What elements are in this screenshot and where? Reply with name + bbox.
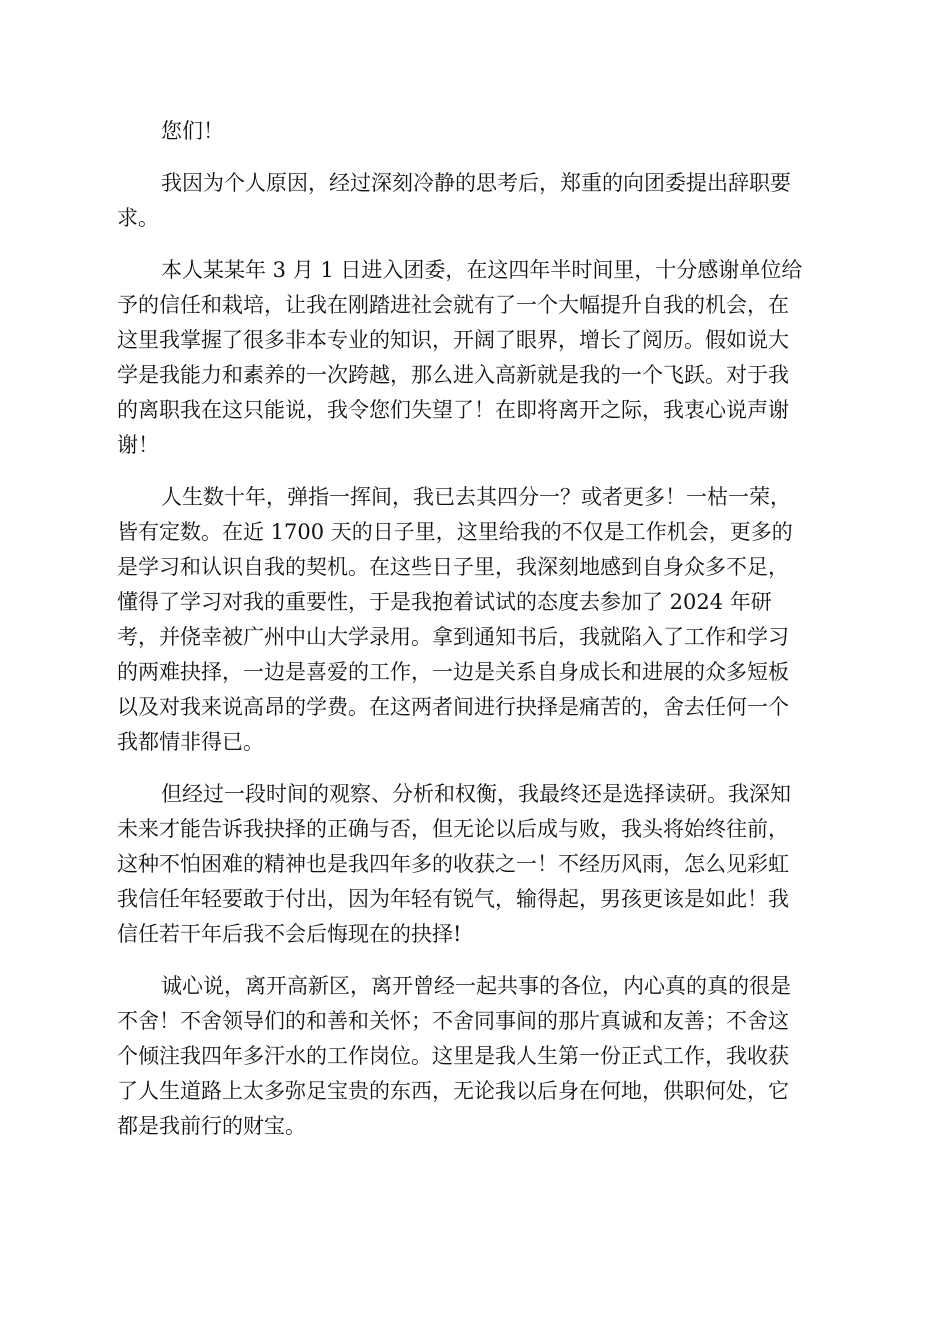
text-line: 人生数十年，弹指一挥间，我已去其四分一？或者更多！一枯一荣， <box>161 485 791 509</box>
text-line: 本人某某年 3 月 1 日进入团委，在这四年半时间里，十分感谢单位给 <box>161 258 803 282</box>
text-line: 这种不怕困难的精神也是我四年多的收获之一！不经历风雨，怎么见彩虹 <box>117 852 789 876</box>
text-line: 这里我掌握了很多非本专业的知识，开阔了眼界，增长了阅历。假如说大 <box>117 328 789 352</box>
text-line: 我因为个人原因，经过深刻冷静的思考后，郑重的向团委提出辞职要 <box>161 171 791 195</box>
text-line: 谢！ <box>117 433 159 457</box>
paragraph-reflection <box>117 480 837 760</box>
text-line: 是学习和认识自我的契机。在这些日子里，我深刻地感到自身众多不足， <box>117 555 789 579</box>
text-line: 皆有定数。在近 1700 天的日子里，这里给我的不仅是工作机会，更多的 <box>117 520 793 544</box>
text-line: 的离职我在这只能说，我令您们失望了！在即将离开之际，我衷心说声谢 <box>117 398 789 422</box>
text-line: 考，并侥幸被广州中山大学录用。拿到通知书后，我就陷入了工作和学习 <box>117 625 789 649</box>
text-line: 个倾注我四年多汗水的工作岗位。这里是我人生第一份正式工作，我收获 <box>117 1044 789 1068</box>
paragraph-greeting <box>117 114 837 149</box>
paragraph-decision <box>117 777 837 952</box>
paragraph-resignation-request <box>117 166 837 236</box>
paragraph-farewell <box>117 969 837 1144</box>
text-line: 求。 <box>117 206 159 230</box>
text-line: 信任若干年后我不会后悔现在的抉择! <box>117 922 462 946</box>
text-line: 学是我能力和素养的一次跨越，那么进入高新就是我的一个飞跃。对于我 <box>117 363 789 387</box>
text-line: 未来才能告诉我抉择的正确与否，但无论以后成与败，我头将始终往前， <box>117 817 789 841</box>
text-line: 的两难抉择，一边是喜爱的工作，一边是关系自身成长和进展的众多短板 <box>117 660 789 684</box>
letter-body <box>117 114 837 1161</box>
text-line: 不舍！不舍领导们的和善和关怀；不舍同事间的那片真诚和友善；不舍这 <box>117 1009 789 1033</box>
text-line: 诚心说，离开高新区，离开曾经一起共事的各位，内心真的真的很是 <box>161 974 791 998</box>
text-line: 懂得了学习对我的重要性，于是我抱着试试的态度去参加了 2024 年研 <box>117 590 772 614</box>
text-line: 都是我前行的财宝。 <box>117 1114 306 1138</box>
text-line: 我信任年轻要敢于付出，因为年轻有锐气，输得起，男孩更该是如此！我 <box>117 887 789 911</box>
paragraph-gratitude <box>117 253 837 463</box>
text-line: 予的信任和栽培，让我在刚踏进社会就有了一个大幅提升自我的机会，在 <box>117 293 789 317</box>
text-line: 您们！ <box>161 119 224 143</box>
text-line: 了人生道路上太多弥足宝贵的东西，无论我以后身在何地，供职何处，它 <box>117 1079 789 1103</box>
text-line: 以及对我来说高昂的学费。在这两者间进行抉择是痛苦的，舍去任何一个 <box>117 695 789 719</box>
text-line: 我都情非得已。 <box>117 730 264 754</box>
text-line: 但经过一段时间的观察、分析和权衡，我最终还是选择读研。我深知 <box>161 782 791 806</box>
